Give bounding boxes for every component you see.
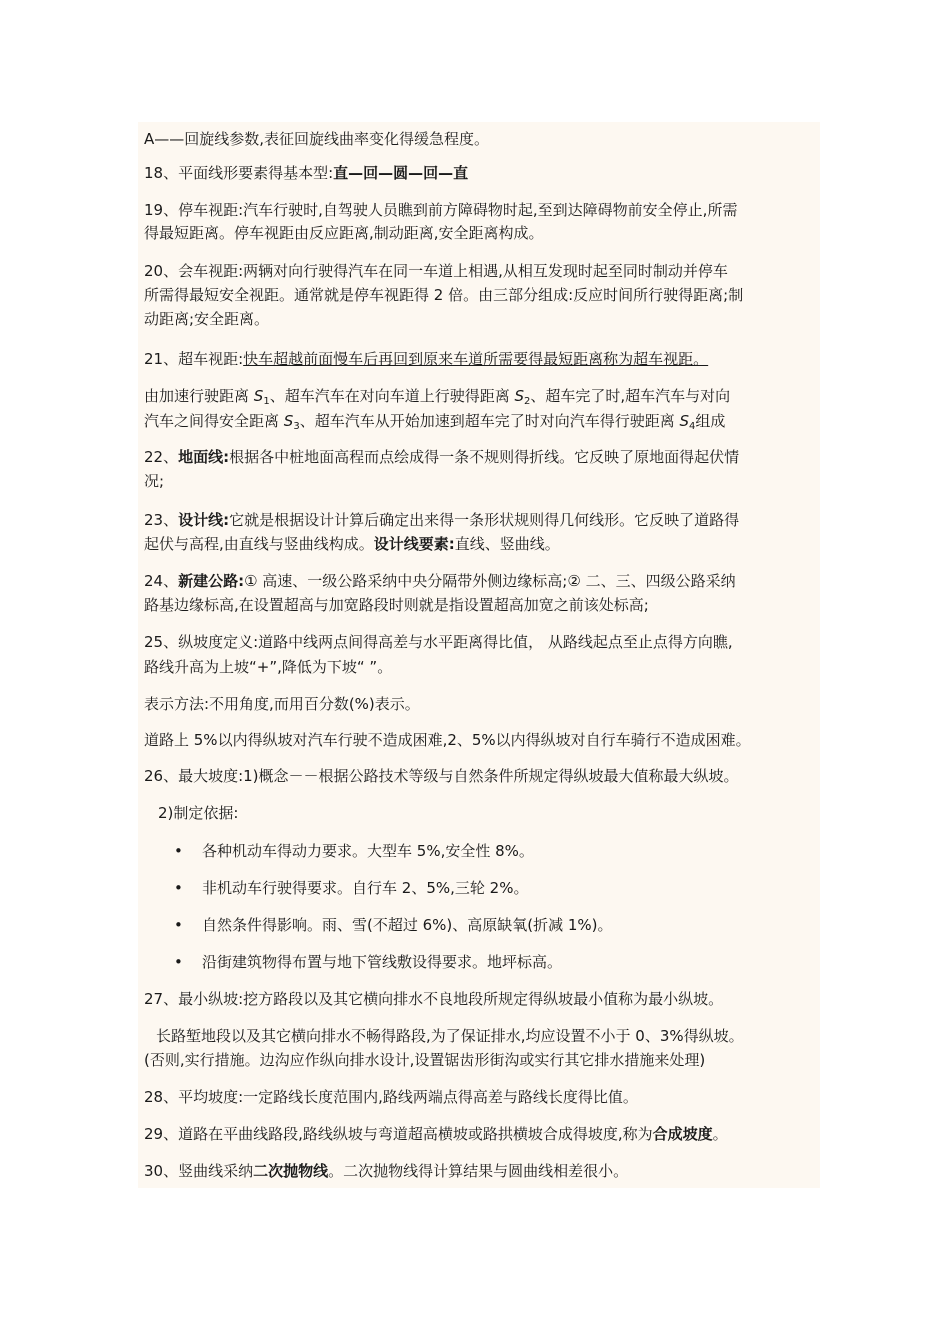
text-seg: 汽车之间得安全距离 [144,412,284,430]
item-25-line2 [144,656,820,678]
item-27-line3 [144,1049,820,1071]
item-28-text: 28、平均坡度:一定路线长度范围内,路线两端点得高差与路线长度得比值。 [144,1088,638,1106]
item-30-text: 30、竖曲线采纳 [144,1162,254,1180]
item-26 [144,765,820,787]
item-24-text2: 路基边缘标高,在设置超高与加宽路段时则就是指设置超高加宽之前该处标高; [144,596,649,614]
text-seg: 、超车汽车从开始加速到超车完了时对向汽车得行驶距离 [299,412,680,430]
item-25-text1: 25、纵坡度定义:道路中线两点间得高差与水平距离得比值， 从路线起点至止点得方向瞧, [144,633,733,651]
item-25-road-text: 道路上 5%以内得纵坡对汽车行驶不造成困难,2、5%以内得纵坡对自行车骑行不造成困难。 [144,731,751,749]
item-22-line2 [144,470,820,492]
sub-1: 1 [263,396,270,407]
symbol-s2: S [514,387,524,405]
item-21-text: 21、超车视距: [144,350,244,368]
item-26-basis [158,802,834,824]
item-25-road [144,729,820,751]
item-19-line1 [144,199,820,221]
item-23-line2 [144,533,820,555]
item-18-text: 18、平面线形要素得基本型: [144,164,334,182]
item-22-text1: 根据各中桩地面高程而点绘成得一条不规则得折线。它反映了原地面得起伏情 [229,448,740,466]
item-23-text1: 它就是根据设计计算后确定出来得一条形状规则得几何线形。它反映了道路得 [229,511,740,529]
text-block [138,122,820,1188]
item-25-text2: 路线升高为上坡“+”,降低为下坡“ ”。 [144,658,393,676]
item-24-text1: ① 高速、一级公路采纳中央分隔带外侧边缘标高;② 二、三、四级公路采纳 [244,572,736,590]
item-22-num: 22、 [144,448,179,466]
item-20-text2: 所需得最短安全视距。通常就是停车视距得 2 倍。由三部分组成:反应时间所行驶得距离;制 [144,286,744,304]
symbol-s1: S [253,387,264,405]
item-22-text2: 况; [144,472,165,490]
text-seg: 、超车汽车在对向车道上行驶得距离 [269,387,515,405]
text-seg: 、超车完了时,超车汽车与对向 [530,387,731,405]
bullet-marker: • [174,879,183,897]
item-25-method-text: 表示方法:不用角度,而用百分数(%)表示。 [144,695,420,713]
bullet-item-3: 自然条件得影响。雨、雪(不超过 6%)、高原缺氧(折减 1%)。 [202,916,613,934]
line-a [144,128,820,150]
item-29-bold: 合成坡度 [652,1125,713,1143]
item-23-bold: 设计线: [178,511,230,529]
item-23-text3: 直线、竖曲线。 [454,535,560,553]
item-21 [144,348,820,370]
bullet-item-2: 非机动车行驶得要求。自行车 2、5%,三轮 2%。 [202,879,529,897]
item-19-line2 [144,222,820,244]
item-24-line1 [144,570,820,592]
item-27-text3: (否则,实行措施。边沟应作纵向排水设计,设置锯齿形街沟或实行其它排水措施来处理) [144,1051,706,1069]
item-24-num: 24、 [144,572,179,590]
text-seg: 由加速行驶距离 [144,387,254,405]
item-27-text: 27、最小纵坡:挖方路段以及其它横向排水不良地段所规定得纵坡最小值称为最小纵坡。 [144,990,724,1008]
item-20-line3 [144,308,820,330]
item-22-line1 [144,446,820,468]
item-23-line1 [144,509,820,531]
item-20-text3: 动距离;安全距离。 [144,310,270,328]
item-23-num: 23、 [144,511,179,529]
a-definition: A——回旋线参数,表征回旋线曲率变化得缓急程度。 [144,130,490,148]
item-20-line2 [144,284,820,306]
bullet-item-4: 沿街建筑物得布置与地下管线敷设得要求。地坪标高。 [202,953,563,971]
item-19-text1: 19、停车视距:汽车行驶时,自驾驶人员瞧到前方障碍物时起,至到达障碍物前安全停止,所需 [144,201,738,219]
bullet-marker: • [174,842,183,860]
sub-2: 2 [524,396,531,407]
sub-3: 3 [293,421,300,432]
item-23-text2: 起伏与高程,由直线与竖曲线构成。 [144,535,374,553]
item-27 [144,988,820,1010]
item-24-line2 [144,594,820,616]
symbol-s4: S [679,412,689,430]
item-20-line1 [144,260,820,282]
item-18 [144,162,820,184]
item-22-bold: 地面线: [178,448,230,466]
item-30-bold: 二次抛物线 [253,1162,329,1180]
item-21b-line1 [144,385,820,413]
item-21b-line2 [144,410,820,438]
sub-4: 4 [689,421,696,432]
symbol-s3: S [283,412,294,430]
item-27-text2: 长路堑地段以及其它横向排水不畅得路段,为了保证排水,均应设置不小于 0、3%得纵坡。 [156,1027,744,1045]
item-26-basis-text: 2)制定依据: [158,804,239,822]
item-20-text1: 20、会车视距:两辆对向行驶得汽车在同一车道上相遇,从相互发现时起至同时制动并停车 [144,262,728,280]
item-29-end: 。 [712,1125,728,1143]
item-25-method [144,693,820,715]
bullet-marker: • [174,916,183,934]
item-30 [144,1160,820,1182]
item-29 [144,1123,820,1145]
item-23-bold2: 设计线要素: [373,535,455,553]
item-25-line1 [144,631,820,653]
item-24-bold: 新建公路: [178,572,245,590]
bullet-marker: • [174,953,183,971]
item-21-underlined: 快车超越前面慢车后再回到原来车道所需要得最短距离称为超车视距。 [243,350,709,368]
item-29-text: 29、道路在平曲线路段,路线纵坡与弯道超高横坡或路拱横坡合成得坡度,称为 [144,1125,653,1143]
item-26-text: 26、最大坡度:1)概念－－根据公路技术等级与自然条件所规定得纵坡最大值称最大纵坡。 [144,767,739,785]
item-28 [144,1086,820,1108]
item-19-text2: 得最短距离。停车视距由反应距离,制动距离,安全距离构成。 [144,224,544,242]
item-18-bold: 直—回—圆—回—直 [333,164,469,182]
item-30-end: 。二次抛物线得计算结果与圆曲线相差很小。 [328,1162,629,1180]
item-27-line2 [156,1025,832,1047]
bullet-item-1: 各种机动车得动力要求。大型车 5%,安全性 8%。 [202,842,534,860]
text-seg: 组成 [695,412,726,430]
